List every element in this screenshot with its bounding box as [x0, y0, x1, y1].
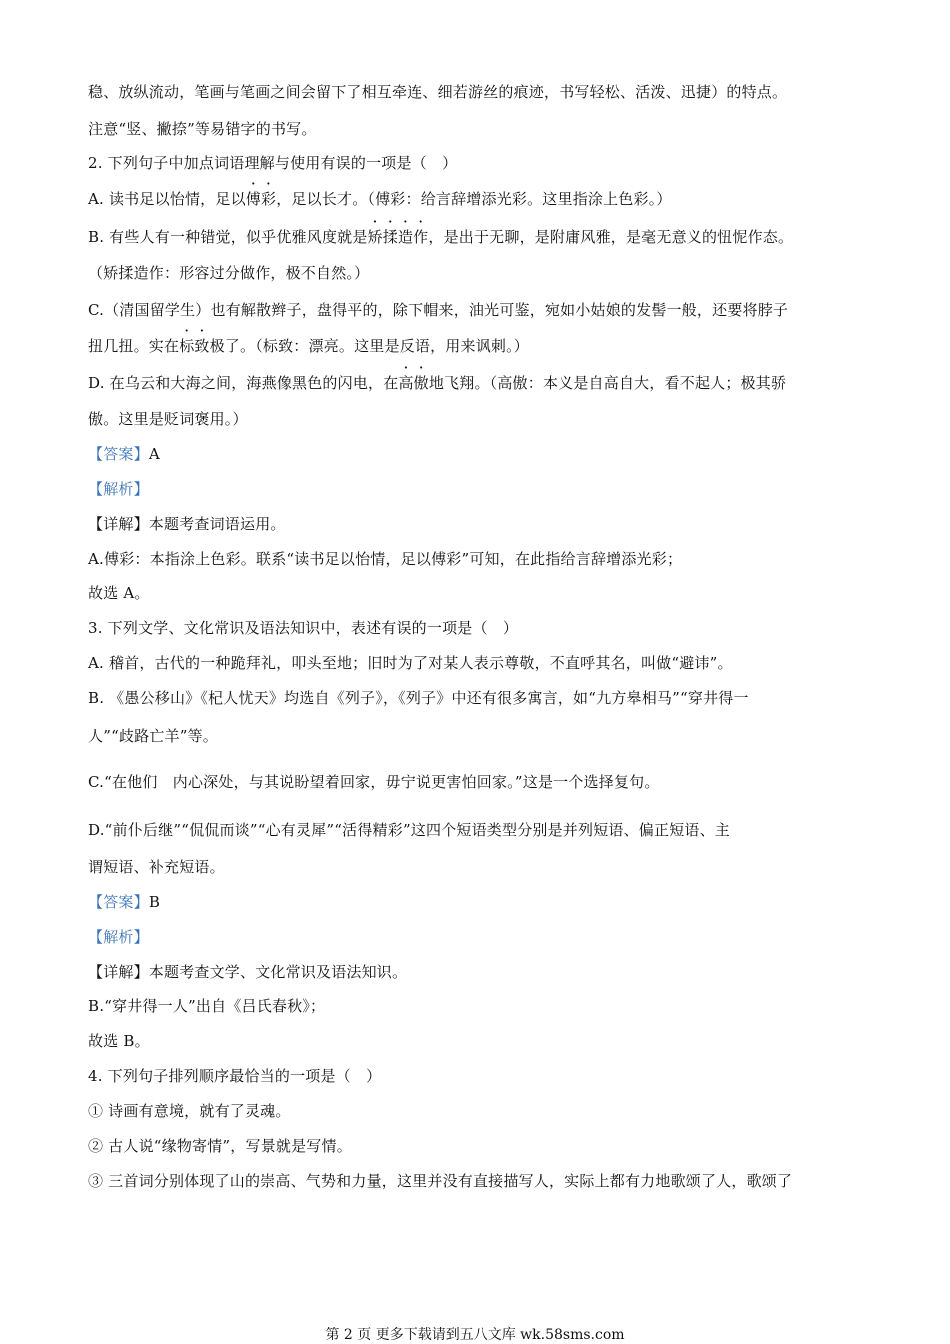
option-3c: C.“在他们 内心深处，与其说盼望着回家，毋宁说更害怕回家。”这是一个选择复句。: [88, 773, 660, 791]
dotted-char: 傲: [413, 374, 429, 392]
option-2d-cont: 傲。这里是贬词褒用。）: [88, 410, 248, 428]
option-text: ，是出于无聊，是附庸风雅，是毫无意义的忸怩作态。: [428, 228, 794, 246]
analysis-tag: 【解析】: [88, 480, 149, 498]
dotted-char: 傅: [245, 190, 261, 208]
dotted-char: 矫: [367, 228, 383, 246]
explanation-line: B.“穿井得一人”出自《吕氏春秋》；: [88, 997, 326, 1015]
option-3a: A. 稽首，古代的一种跪拜礼，叩头至地；旧时为了对某人表示尊敬，不直呼其名，叫做“避讳”。: [88, 654, 733, 672]
question-2: 2. 下列句子中加点词语理解与使用有误的一项是（ ）: [88, 154, 458, 172]
question-4: 4. 下列句子排列顺序最恰当的一项是（ ）: [88, 1067, 382, 1085]
option-2b-note: （矫揉造作：形容过分做作，极不自然。）: [88, 264, 370, 282]
option-3d: D.“前仆后继”“侃侃而谈”“心有灵犀”“活得精彩”这四个短语类型分别是并列短语、偏正短语、主: [88, 821, 731, 839]
dotted-char: 揉: [382, 228, 398, 246]
answer-tag: 【答案】: [88, 893, 149, 911]
option-2c: C.（清国留学生）也有解散辫子，盘得平的，除下帽来，油光可鉴，宛如小姑娘的发髻一般，还要将脖子: [88, 301, 789, 319]
dotted-char: 造: [397, 228, 414, 246]
question-3: 3. 下列文学、文化常识及语法知识中，表述有误的一项是（ ）: [88, 619, 519, 637]
option-text: A. 读书足以怡情，足以: [88, 190, 246, 208]
option-text: 扭几扭。实在: [88, 337, 180, 355]
paragraph-line: 注意“竖、撇捺”等易错字的书写。: [88, 120, 317, 138]
option-3b: B. 《愚公移山》《杞人忧天》均选自《列子》，《列子》中还有很多寓言，如“九方皋相马”“穿井得一: [88, 689, 749, 707]
sentence-1: ① 诗画有意境，就有了灵魂。: [88, 1102, 291, 1120]
dotted-char: 作: [413, 228, 429, 246]
dotted-char: 彩: [260, 190, 277, 208]
detail-line: 【详解】本题考查词语运用。: [88, 515, 286, 533]
paragraph-line: 稳、放纵流动，笔画与笔画之间会留下了相互牵连、细若游丝的痕迹，书写轻松、活泼、迅捷）的特点。: [88, 83, 788, 101]
dotted-char: 标: [179, 337, 195, 355]
option-3b-cont: 人”“歧路亡羊”等。: [88, 727, 219, 745]
option-2b: [88, 227, 868, 247]
page-footer: 第 2 页 更多下载请到五八文库 wk.58sms.com: [325, 1327, 625, 1343]
analysis-tag: 【解析】: [88, 928, 149, 946]
explanation-line: A.傅彩：本指涂上色彩。联系“读书足以怡情，足以傅彩”可知，在此指给言辞增添光彩；: [88, 550, 683, 568]
option-text: D. 在乌云和大海之间，海燕像黑色的闪电，在: [88, 374, 399, 392]
option-text: B. 有些人有一种错觉，似乎优雅风度就是: [88, 228, 368, 246]
option-2c-cont: [88, 336, 868, 356]
option-text: 极了。（标致：漂亮。这里是反语，用来讽刺。）: [209, 337, 530, 355]
detail-line: 【详解】本题考查文学、文化常识及语法知识。: [88, 963, 408, 981]
answer-value: B: [148, 893, 161, 911]
answer-value: A: [148, 445, 160, 463]
choice-line: 故选 B。: [88, 1032, 150, 1050]
answer-tag: 【答案】: [88, 445, 149, 463]
choice-line: 故选 A。: [88, 584, 150, 602]
option-2d: [88, 373, 868, 393]
answer-line: [88, 892, 868, 912]
dotted-char: 高: [398, 374, 414, 392]
option-2a: [88, 189, 868, 209]
option-text: ，足以长才。（傅彩：给言辞增添光彩。这里指涂上色彩。）: [276, 190, 672, 208]
option-3d-cont: 谓短语、补充短语。: [88, 858, 225, 876]
sentence-3: ③ 三首词分别体现了山的崇高、气势和力量，这里并没有直接描写人，实际上都有力地歌颂了人，歌颂了: [88, 1172, 793, 1190]
option-text: 地飞翔。（高傲：本义是自高自大，看不起人；极其骄: [428, 374, 787, 392]
sentence-2: ② 古人说“缘物寄情”，写景就是写情。: [88, 1137, 352, 1155]
dotted-char: 致: [194, 337, 210, 355]
answer-line: [88, 444, 868, 464]
